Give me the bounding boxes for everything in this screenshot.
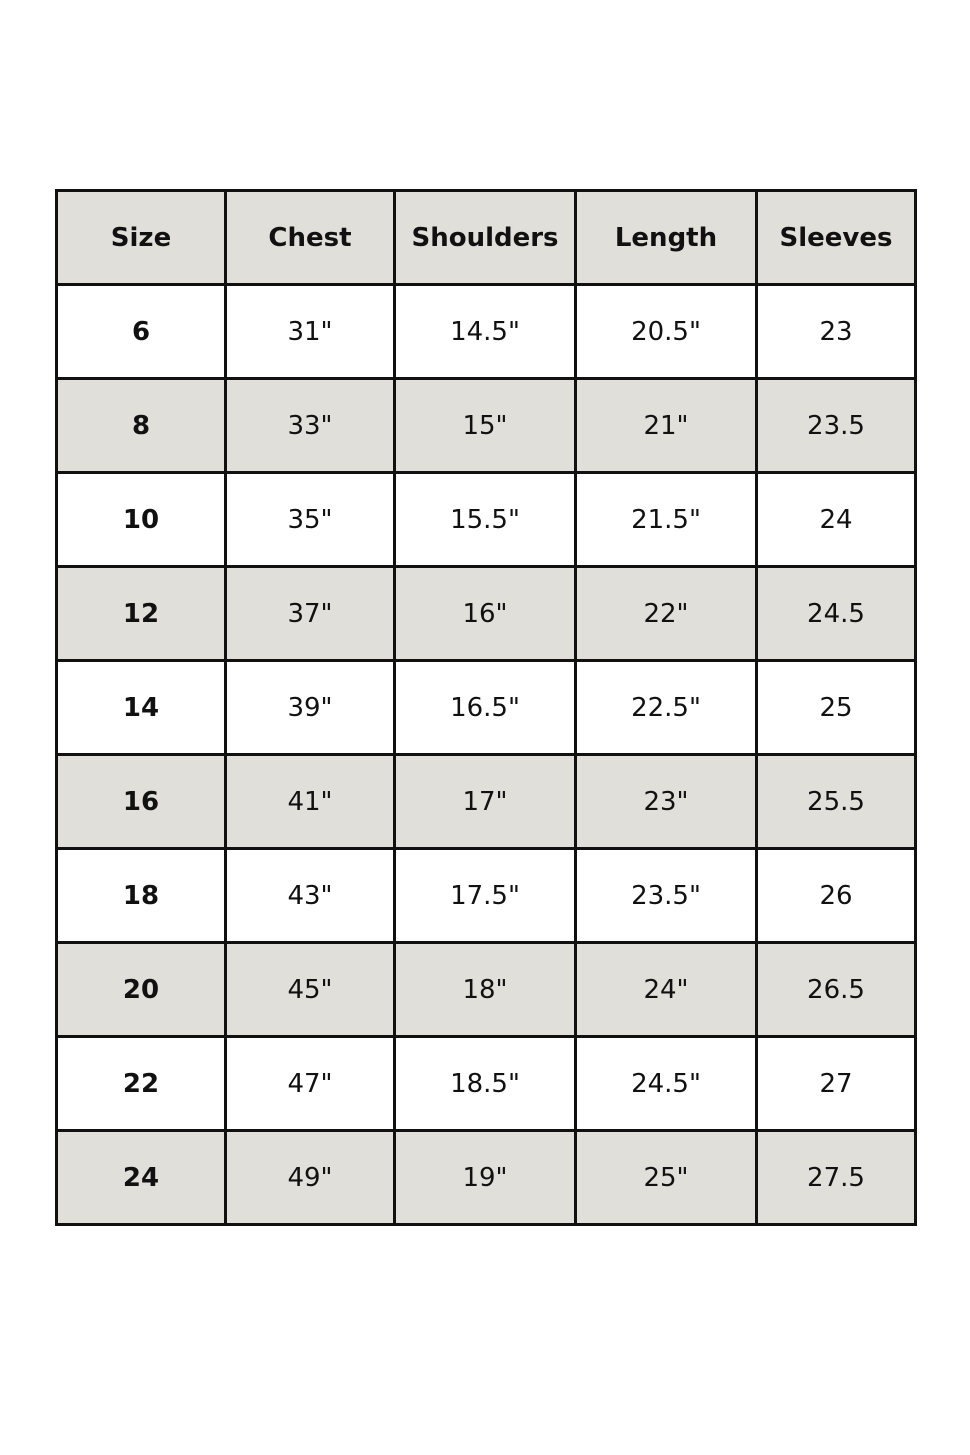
length-cell: 24" [576,943,757,1037]
shoulders-cell: 19" [395,1131,576,1225]
size-cell: 18 [57,849,226,943]
table-row [57,379,916,473]
shoulders-cell: 15.5" [395,473,576,567]
chest-cell: 49" [226,1131,395,1225]
chest-cell: 41" [226,755,395,849]
shoulders-cell: 17" [395,755,576,849]
size-chart-table [55,189,917,1226]
chest-cell: 45" [226,943,395,1037]
header-row [57,191,916,285]
length-cell: 24.5" [576,1037,757,1131]
chest-cell: 35" [226,473,395,567]
sleeves-cell: 25.5 [757,755,916,849]
length-cell: 22" [576,567,757,661]
size-cell: 14 [57,661,226,755]
chest-cell: 33" [226,379,395,473]
sleeves-cell: 24.5 [757,567,916,661]
size-cell: 16 [57,755,226,849]
chest-cell: 43" [226,849,395,943]
length-cell: 21.5" [576,473,757,567]
length-cell: 20.5" [576,285,757,379]
sleeves-cell: 27 [757,1037,916,1131]
chest-cell: 31" [226,285,395,379]
sleeves-cell: 25 [757,661,916,755]
sleeves-cell: 23 [757,285,916,379]
size-cell: 24 [57,1131,226,1225]
shoulders-cell: 18" [395,943,576,1037]
shoulders-cell: 18.5" [395,1037,576,1131]
sleeves-cell: 23.5 [757,379,916,473]
header-sleeves: Sleeves [757,191,916,285]
sleeves-cell: 26.5 [757,943,916,1037]
shoulders-cell: 16.5" [395,661,576,755]
header-length: Length [576,191,757,285]
table-row [57,567,916,661]
chest-cell: 47" [226,1037,395,1131]
size-cell: 22 [57,1037,226,1131]
size-cell: 6 [57,285,226,379]
length-cell: 23.5" [576,849,757,943]
shoulders-cell: 14.5" [395,285,576,379]
table-row [57,1131,916,1225]
shoulders-cell: 17.5" [395,849,576,943]
size-cell: 10 [57,473,226,567]
size-cell: 12 [57,567,226,661]
table-row [57,473,916,567]
sleeves-cell: 26 [757,849,916,943]
table-row [57,661,916,755]
length-cell: 21" [576,379,757,473]
table-row [57,943,916,1037]
size-cell: 8 [57,379,226,473]
header-shoulders: Shoulders [395,191,576,285]
chest-cell: 39" [226,661,395,755]
length-cell: 23" [576,755,757,849]
table-row [57,285,916,379]
table-row [57,1037,916,1131]
shoulders-cell: 16" [395,567,576,661]
table-row [57,755,916,849]
table-row [57,849,916,943]
sleeves-cell: 27.5 [757,1131,916,1225]
header-size: Size [57,191,226,285]
chest-cell: 37" [226,567,395,661]
length-cell: 22.5" [576,661,757,755]
sleeves-cell: 24 [757,473,916,567]
header-chest: Chest [226,191,395,285]
size-cell: 20 [57,943,226,1037]
length-cell: 25" [576,1131,757,1225]
shoulders-cell: 15" [395,379,576,473]
